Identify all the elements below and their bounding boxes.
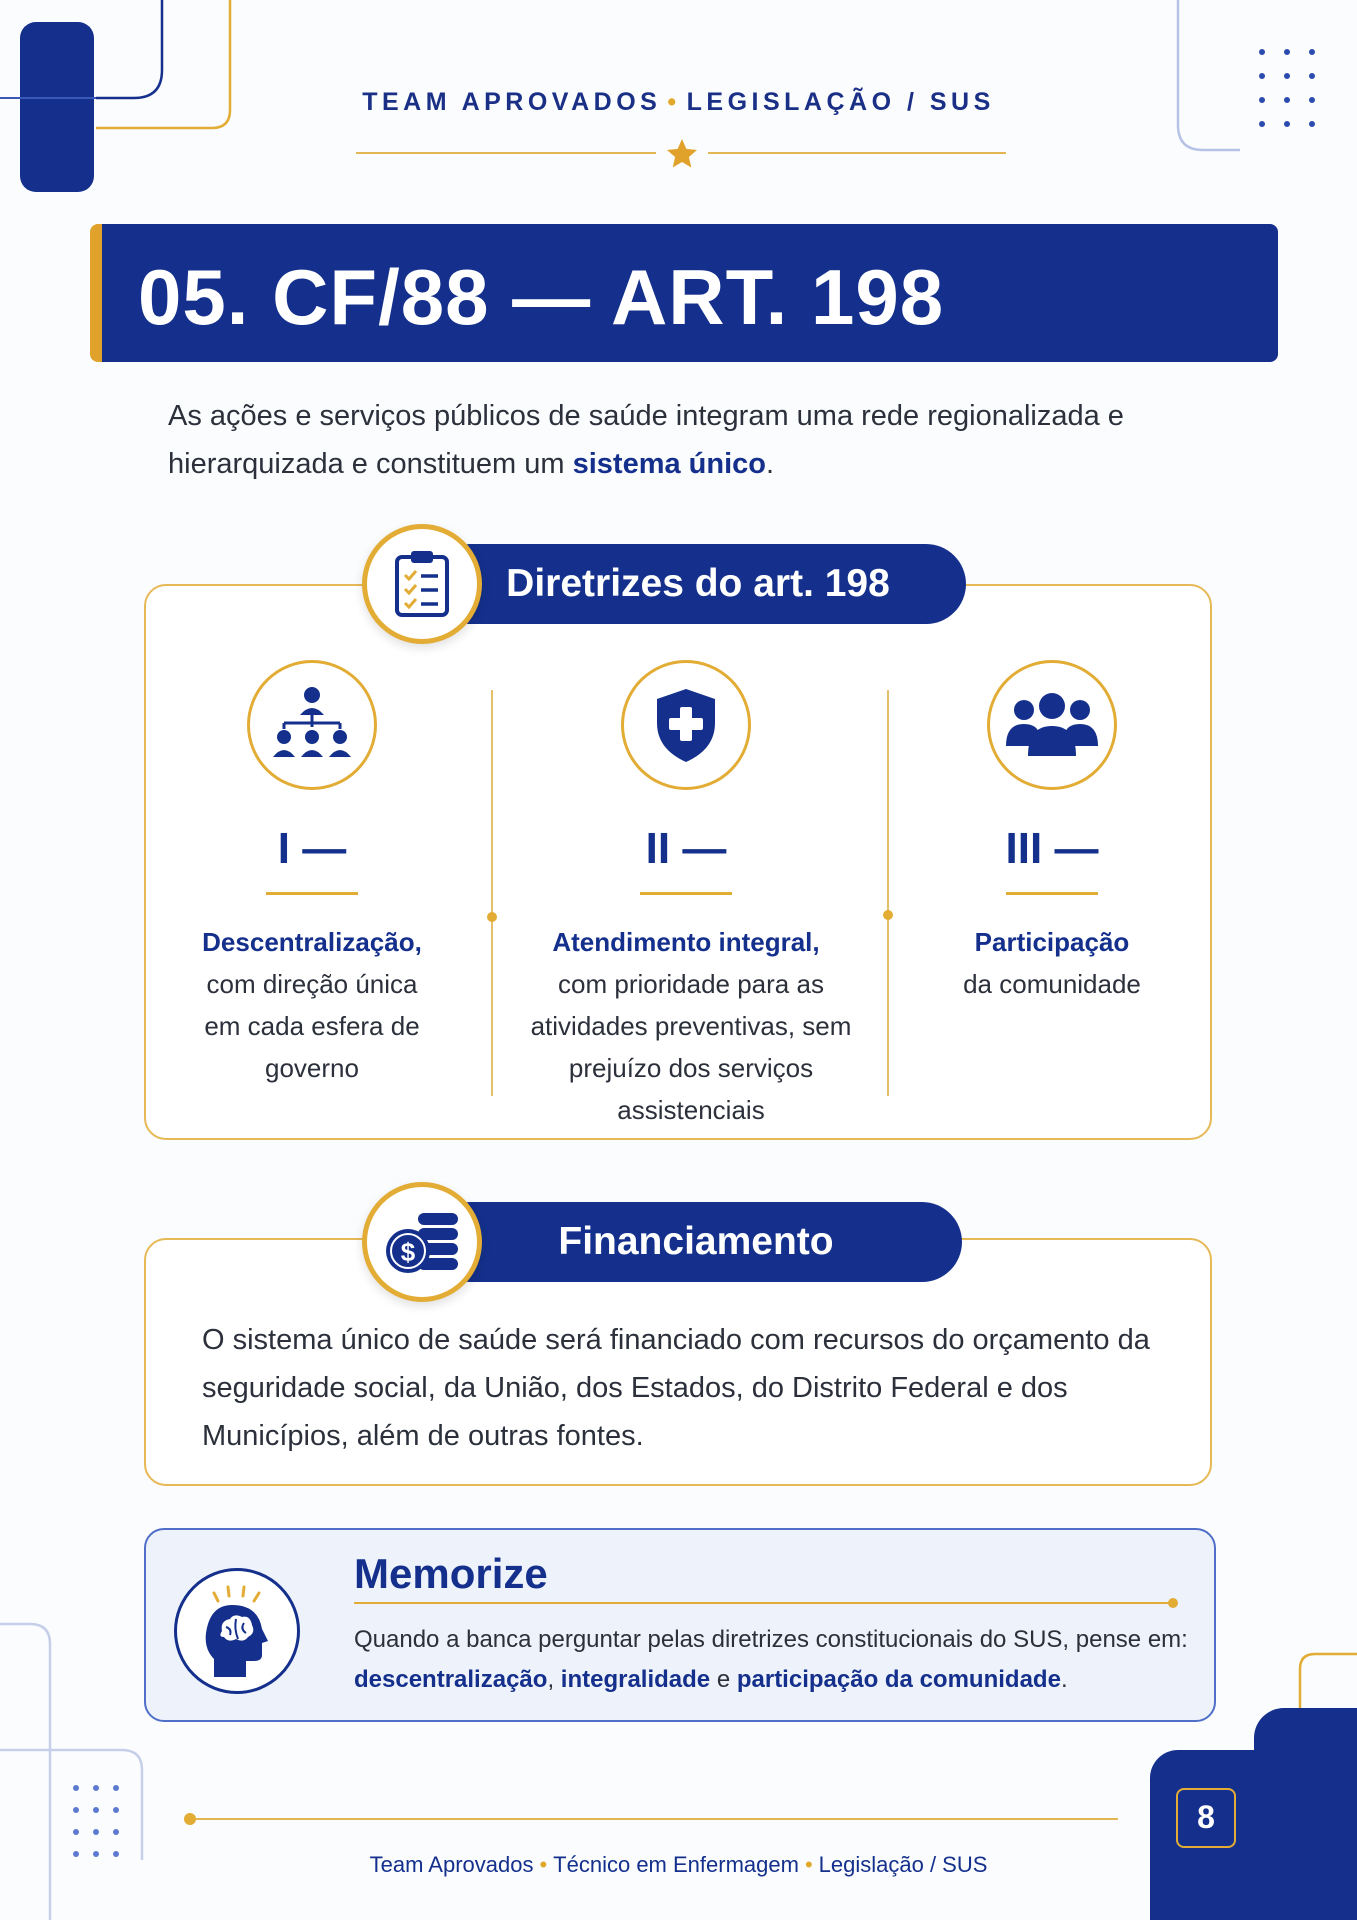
header-brand: TEAM APROVADOS	[362, 88, 662, 116]
header-section: LEGISLAÇÃO / SUS	[686, 88, 995, 116]
svg-text:$: $	[400, 1237, 416, 1267]
header-title	[0, 88, 1357, 117]
footer-rule	[188, 1818, 1118, 1820]
column-separator-dot-1	[487, 912, 497, 922]
diretriz-text-3: da comunidade	[963, 969, 1141, 999]
diretriz-number-1: I —	[277, 824, 347, 873]
diretriz-number-2: II —	[645, 824, 727, 873]
column-separator-dot-2	[883, 910, 893, 920]
hierarchy-icon	[267, 685, 357, 765]
memorize-term-1: descentralização	[354, 1666, 548, 1693]
diretriz-number-3: III —	[1005, 824, 1099, 873]
diretriz-icon-circle-2	[621, 660, 751, 790]
memorize-separator-2: e	[710, 1666, 737, 1693]
corner-decoration-top-right	[1160, 0, 1357, 160]
header-rule-right	[708, 152, 1006, 154]
memorize-text	[354, 1620, 1204, 1700]
shield-plus-icon	[651, 685, 721, 765]
diretriz-rule-3	[1006, 892, 1098, 895]
money-coins-icon	[384, 1209, 460, 1275]
memorize-separator-1: ,	[547, 1666, 561, 1693]
intro-highlight: sistema único	[572, 448, 767, 480]
diretriz-title-1: Descentralização,	[202, 927, 422, 957]
diretriz-title-3: Participação	[974, 927, 1130, 957]
group-people-icon	[1004, 690, 1100, 760]
diretriz-icon-circle-3	[987, 660, 1117, 790]
star-icon	[664, 136, 700, 172]
diretriz-rule-2	[640, 892, 732, 895]
column-separator-2	[887, 690, 889, 1096]
diretriz-title-2: Atendimento integral,	[552, 927, 820, 957]
memorize-rule	[354, 1602, 1172, 1604]
diretrizes-icon-badge	[362, 524, 482, 644]
footer-brand: Team Aprovados	[369, 1852, 534, 1877]
memorize-icon-circle	[174, 1568, 300, 1694]
financiamento-icon-badge	[362, 1182, 482, 1302]
intro-text: As ações e serviços públicos de saúde integram uma rede regionalizada e hierarquizada e constituem um	[168, 400, 1124, 480]
diretriz-item-3	[892, 660, 1212, 1005]
footer-course: Técnico em Enfermagem	[553, 1852, 799, 1877]
column-separator-1	[491, 690, 493, 1096]
memorize-term-2: integralidade	[560, 1666, 711, 1693]
diretriz-icon-circle-1	[247, 660, 377, 790]
footer-dot-2: •	[804, 1852, 813, 1877]
header-separator-dot: •	[667, 88, 681, 116]
diretrizes-heading: Diretrizes do art. 198	[430, 544, 966, 624]
brain-head-icon	[192, 1583, 282, 1679]
diretriz-rule-1	[266, 892, 358, 895]
page-title: 05. CF/88 — ART. 198	[138, 253, 945, 341]
diretriz-item-1	[152, 660, 472, 1089]
intro-end: .	[766, 448, 775, 480]
diretriz-text-2: com prioridade para as atividades preventivas, sem prejuízo dos serviços assistenciais	[530, 969, 852, 1125]
diretriz-text-1: com direção única em cada esfera de governo	[204, 969, 420, 1083]
diretriz-item-2	[526, 660, 852, 1131]
financiamento-heading: Financiamento	[430, 1202, 962, 1282]
financiamento-text: O sistema único de saúde será financiado com recursos do orçamento da seguridade social, da União, dos Estados, do Distrito Federal e dos Municípios, além de outras fontes.	[202, 1324, 1150, 1452]
footer-rule-dot	[184, 1813, 196, 1825]
memorize-term-3: participação da comunidade	[736, 1666, 1061, 1693]
memorize-rule-dot	[1168, 1598, 1178, 1608]
intro-paragraph	[168, 392, 1248, 488]
footer-dot-1: •	[539, 1852, 548, 1877]
header-rule-left	[356, 152, 656, 154]
page-number: 8	[1176, 1788, 1236, 1848]
memorize-lead: Quando a banca perguntar pelas diretrizes constitucionais do SUS, pense em:	[354, 1626, 1188, 1653]
footer-section: Legislação / SUS	[818, 1852, 988, 1877]
clipboard-checklist-icon	[391, 549, 453, 619]
memorize-end: .	[1060, 1666, 1068, 1693]
memorize-title: Memorize	[354, 1550, 548, 1597]
